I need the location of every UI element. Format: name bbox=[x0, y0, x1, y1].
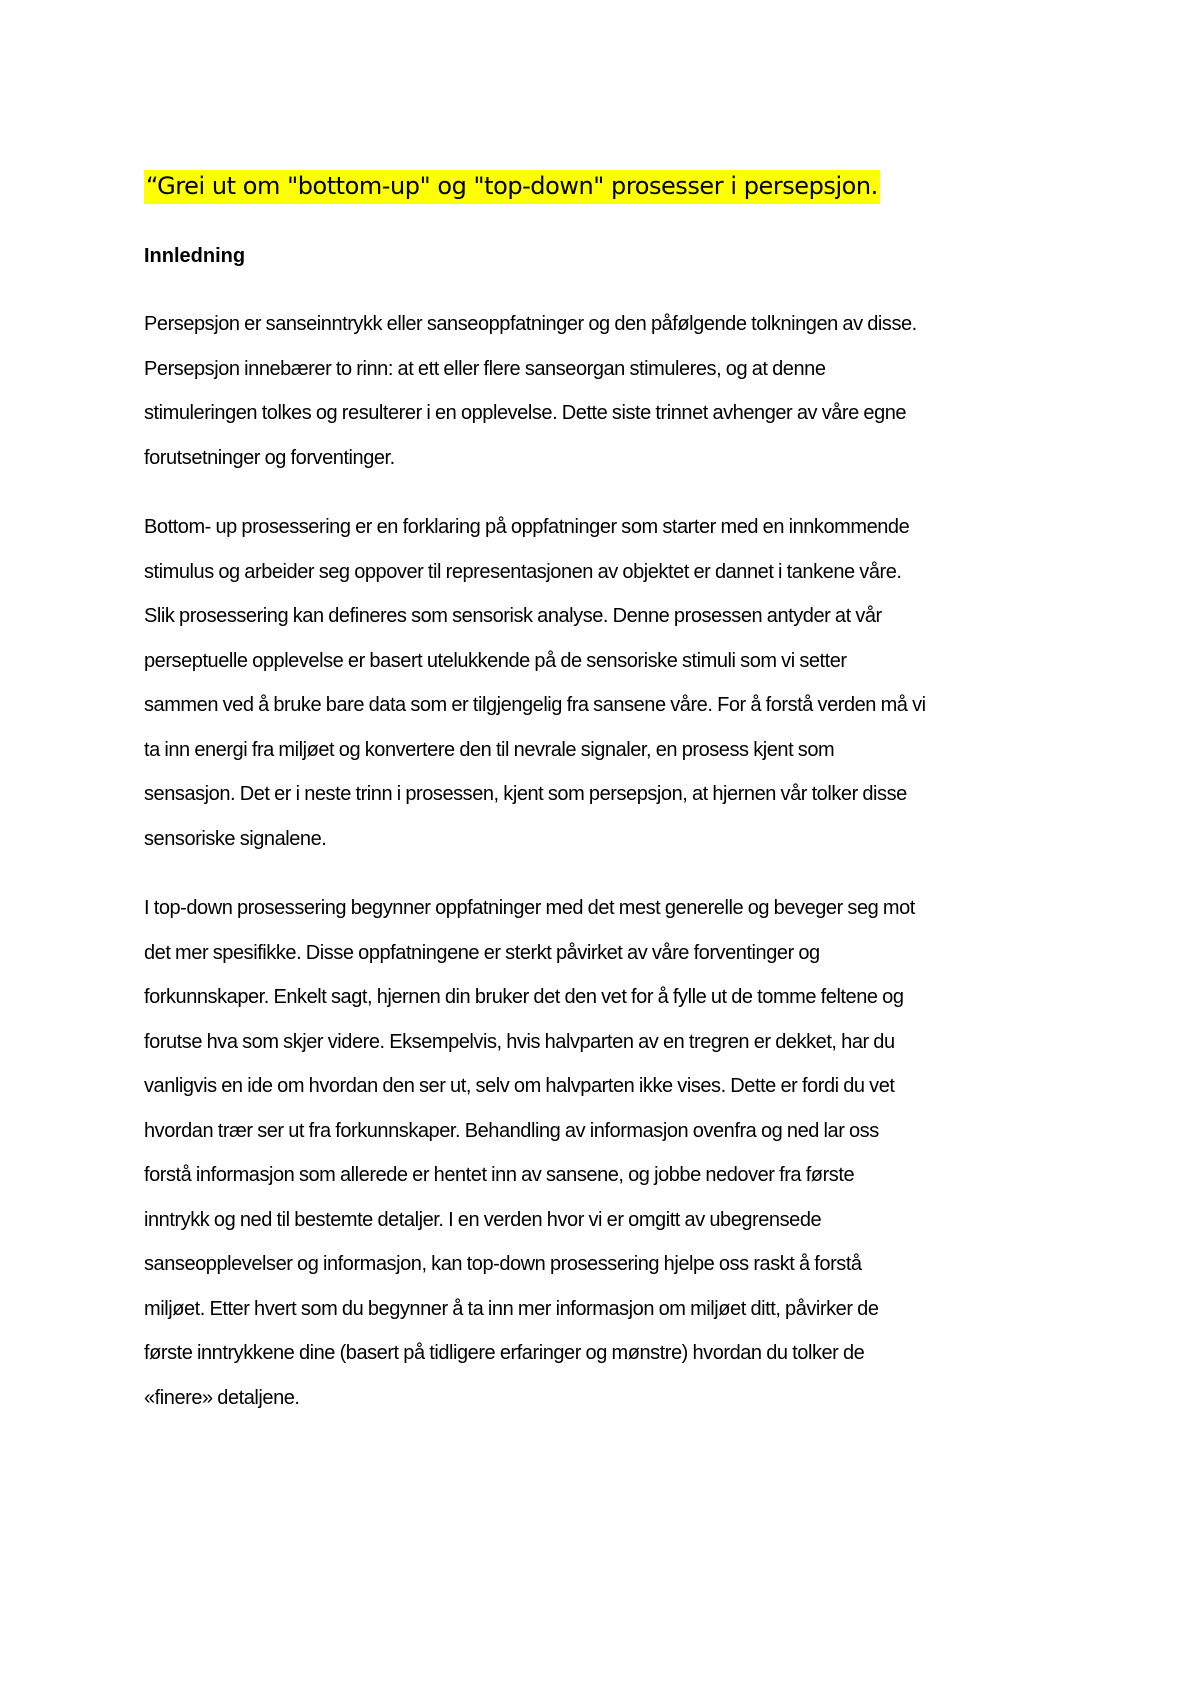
paragraph-line: vanligvis en ide om hvordan den ser ut, selv om halvparten ikke vises. Dette er fordi du vet bbox=[144, 1075, 895, 1097]
section-heading: Innledning bbox=[144, 245, 246, 267]
paragraph-top-down bbox=[144, 886, 1064, 1420]
paragraph-line: stimulus og arbeider seg oppover til representasjonen av objektet er dannet i tankene våre. bbox=[144, 560, 902, 583]
paragraph-line: «finere» detaljene. bbox=[144, 1386, 300, 1409]
paragraph-line: stimuleringen tolkes og resulterer i en opplevelse. Dette siste trinnet avhenger av våre egne bbox=[144, 402, 907, 424]
paragraph-line: I top-down prosessering begynner oppfatninger med det mest generelle og beveger seg mot bbox=[144, 897, 915, 919]
paragraph-line: Persepsjon innebærer to rinn: at ett eller flere sanseorgan stimuleres, og at denne bbox=[144, 357, 826, 380]
paragraph-line: Bottom- up prosessering er en forklaring på oppfatninger som starter med en innkommende bbox=[144, 516, 910, 538]
paragraph-line: ta inn energi fra miljøet og konvertere den til nevrale signaler, en prosess kjent som bbox=[144, 738, 835, 761]
paragraph-line: inntrykk og ned til bestemte detaljer. I en verden hvor vi er omgitt av ubegrensede bbox=[144, 1208, 822, 1231]
paragraph-line: Persepsjon er sanseinntrykk eller sanseoppfatninger og den påfølgende tolkningen av disse. bbox=[144, 313, 917, 335]
paragraph-line: hvordan trær ser ut fra forkunnskaper. Behandling av informasjon ovenfra og ned lar oss bbox=[144, 1119, 879, 1142]
paragraph-line: sensasjon. Det er i neste trinn i prosessen, kjent som persepsjon, at hjernen vår tolker disse bbox=[144, 783, 907, 805]
paragraph-line: forutse hva som skjer videre. Eksempelvis, hvis halvparten av en tregren er dekket, har du bbox=[144, 1030, 895, 1053]
paragraph-line: forstå informasjon som allerede er hentet inn av sansene, og jobbe nedover fra første bbox=[144, 1164, 855, 1186]
paragraph-line: perseptuelle opplevelse er basert utelukkende på de sensoriske stimuli som vi setter bbox=[144, 649, 847, 672]
paragraph-line: sensoriske signalene. bbox=[144, 827, 327, 850]
paragraph-line: Slik prosessering kan defineres som sensorisk analyse. Denne prosessen antyder at vår bbox=[144, 605, 882, 627]
paragraph-line: sanseopplevelser og informasjon, kan top-down prosessering hjelpe oss raskt å forstå bbox=[144, 1253, 862, 1275]
paragraph-line: miljøet. Etter hvert som du begynner å ta inn mer informasjon om miljøet ditt, påvirker de bbox=[144, 1297, 879, 1320]
paragraph-intro bbox=[144, 302, 1064, 480]
paragraph-line: sammen ved å bruke bare data som er tilgjengelig fra sansene våre. For å forstå verden må vi bbox=[144, 694, 926, 716]
paragraph-bottom-up bbox=[144, 505, 1064, 861]
paragraph-line: forkunnskaper. Enkelt sagt, hjernen din bruker det den vet for å fylle ut de tomme feltene og bbox=[144, 986, 904, 1008]
paragraph-line: forutsetninger og forventinger. bbox=[144, 446, 395, 469]
document-title bbox=[144, 168, 1064, 204]
paragraph-line: første inntrykkene dine (basert på tidligere erfaringer og mønstre) hvordan du tolker de bbox=[144, 1342, 865, 1364]
document-body bbox=[144, 168, 1064, 1420]
paragraph-line: det mer spesifikke. Disse oppfatningene er sterkt påvirket av våre forventinger og bbox=[144, 941, 820, 964]
title-highlight: “Grei ut om "bottom-up" og "top-down" prosesser i persepsjon. bbox=[144, 170, 880, 204]
